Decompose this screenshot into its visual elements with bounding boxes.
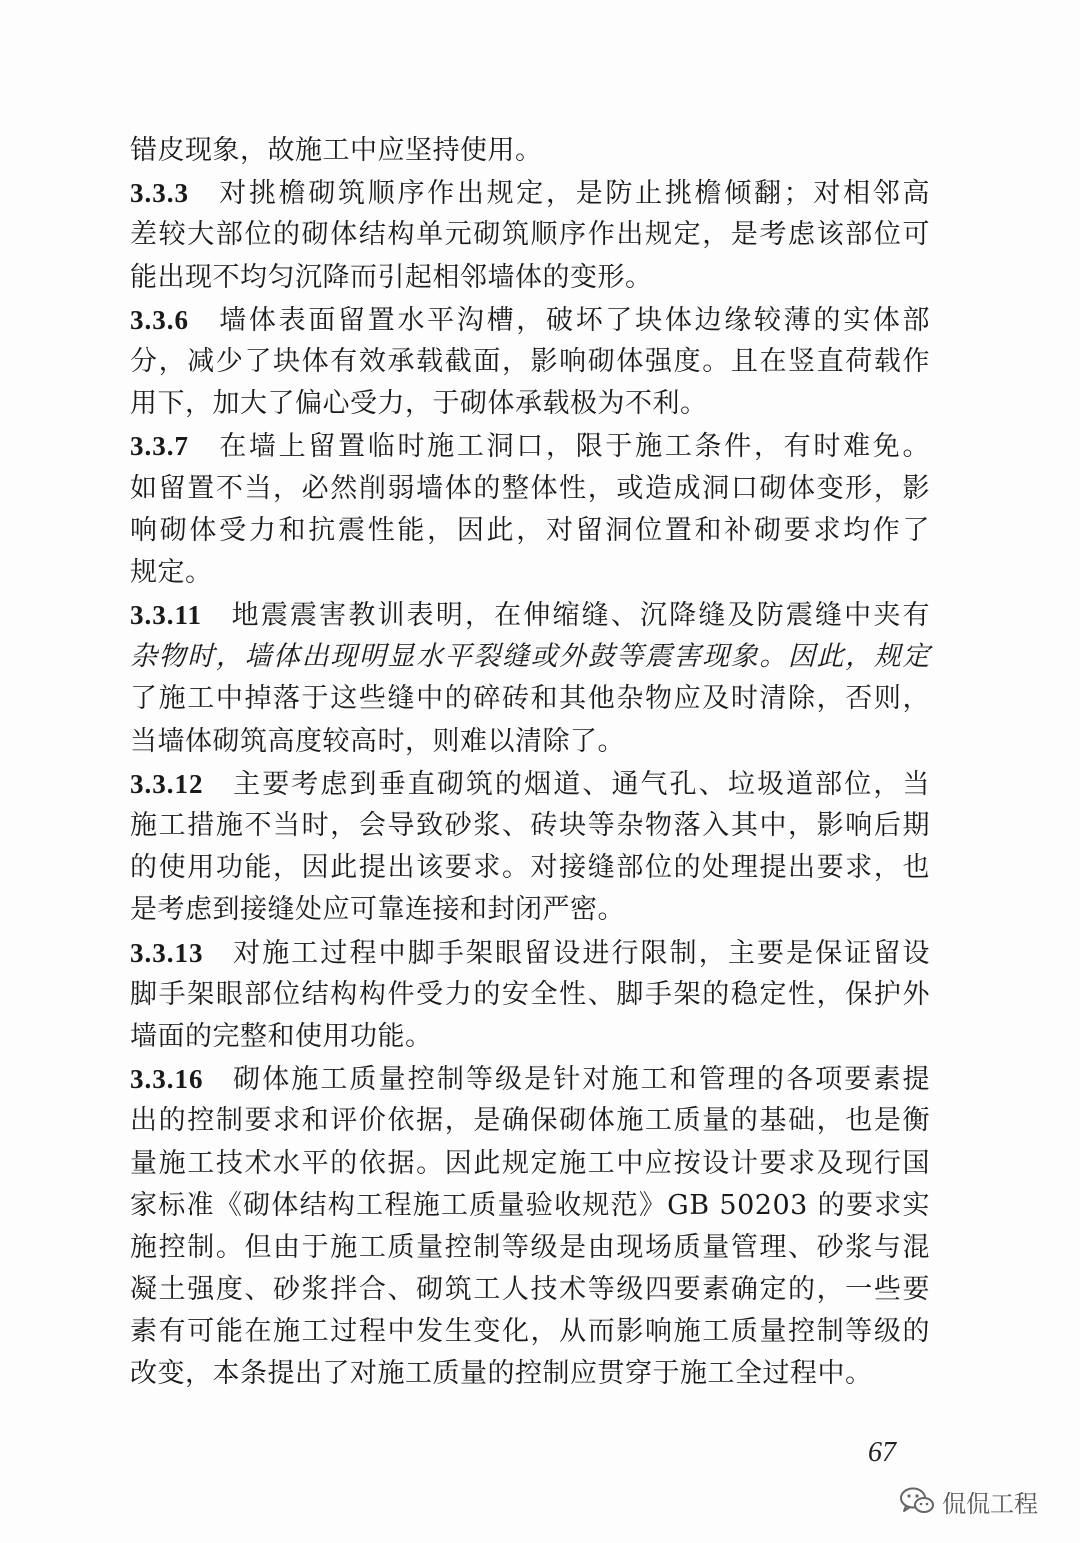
text-line: 杂物时，墙体出现明显水平裂缝或外鼓等震害现象。因此，规定 xyxy=(130,641,930,673)
clause-3-3-11-line-1 xyxy=(130,594,930,636)
clause-3-3-12-line-1 xyxy=(130,763,930,805)
clause-number: 3.3.11 xyxy=(130,600,203,631)
clause-number: 3.3.6 xyxy=(130,304,189,335)
text-line: 出的控制要求和评价依据，是确保砌体施工质量的基础，也是衡 xyxy=(130,1105,930,1137)
clause-number: 3.3.12 xyxy=(130,768,204,799)
page-number: 67 xyxy=(868,1437,896,1468)
watermark xyxy=(900,1481,1038,1521)
text-line: 响砌体受力和抗震性能，因此，对留洞位置和补砌要求均作了 xyxy=(130,514,930,546)
text-line: 差较大部位的砌体结构单元砌筑顺序作出规定，是考虑该部位可 xyxy=(130,219,930,251)
text-line: 了施工中掉落于这些缝中的碎砖和其他杂物应及时清除，否则， xyxy=(130,683,930,715)
text-line: 是考虑到接缝处应可靠连接和封闭严密。 xyxy=(130,894,625,926)
text-line: 砌体施工质量控制等级是针对施工和管理的各项要素提 xyxy=(231,1064,930,1096)
clause-number: 3.3.7 xyxy=(130,431,189,462)
text-line: 地震震害教训表明，在伸缩缝、沉降缝及防震缝中夹有 xyxy=(230,600,930,632)
clause-3-3-3-line-1 xyxy=(130,172,930,214)
clause-3-3-13-line-1 xyxy=(130,932,930,974)
text-line: 如留置不当，必然削弱墙体的整体性，或造成洞口砌体变形，影 xyxy=(130,472,930,504)
text-line: 家标准《砌体结构工程施工质量验收规范》GB 50203 的要求实 xyxy=(130,1189,930,1221)
text-line: 施控制。但由于施工质量控制等级是由现场质量管理、砂浆与混 xyxy=(130,1231,930,1263)
text-line: 对挑檐砌筑顺序作出规定，是防止挑檐倾翻；对相邻高 xyxy=(217,178,930,210)
clause-number: 3.3.3 xyxy=(130,178,189,209)
text-line-italic xyxy=(130,636,930,678)
clause-number: 3.3.13 xyxy=(130,937,204,968)
text-line: 改变，本条提出了对施工质量的控制应贯穿于施工全过程中。 xyxy=(130,1358,873,1390)
text-line: 对施工过程中脚手架眼留设进行限制，主要是保证留设 xyxy=(231,937,930,969)
text-line: 能出现不均匀沉降而引起相邻墙体的变形。 xyxy=(130,261,653,293)
text-line: 分，减少了块体有效承载截面，影响砌体强度。且在竖直荷载作 xyxy=(130,345,930,377)
text-line: 在墙上留置临时施工洞口，限于施工条件，有时难免。 xyxy=(217,431,930,463)
text-line: 规定。 xyxy=(130,556,213,588)
text-line: 用下，加大了偏心受力，于砌体承载极为不利。 xyxy=(130,388,708,420)
text-line: 错皮现象，故施工中应坚持使用。 xyxy=(130,135,543,166)
text-line: 凝土强度、砂浆拌合、砌筑工人技术等级四要素确定的，一些要 xyxy=(130,1274,930,1306)
text-line: 的使用功能，因此提出该要求。对接缝部位的处理提出要求，也 xyxy=(130,852,930,884)
text-line: 素有可能在施工过程中发生变化，从而影响施工质量控制等级的 xyxy=(130,1316,930,1348)
clause-3-3-16-line-1 xyxy=(130,1058,930,1100)
text-line: 脚手架眼部位结构构件受力的安全性、脚手架的稳定性，保护外 xyxy=(130,978,930,1010)
text-line: 施工措施不当时，会导致砂浆、砖块等杂物落入其中，影响后期 xyxy=(130,810,930,841)
text-line: 墙体表面留置水平沟槽，破坏了块体边缘较薄的实体部 xyxy=(217,304,930,336)
text-line: 墙面的完整和使用功能。 xyxy=(130,1020,433,1052)
clause-number: 3.3.16 xyxy=(130,1064,204,1095)
wechat-icon xyxy=(900,1487,934,1515)
body-text xyxy=(130,130,930,1396)
text-line: 当墙体砌筑高度较高时，则难以清除了。 xyxy=(130,725,625,757)
text-line: 量施工技术水平的依据。因此规定施工中应按设计要求及现行国 xyxy=(130,1147,930,1179)
clause-3-3-7-line-1 xyxy=(130,425,930,467)
text-line: 主要考虑到垂直砌筑的烟道、通气孔、垃圾道部位，当 xyxy=(231,768,930,800)
watermark-text: 侃侃工程 xyxy=(942,1489,1038,1518)
clause-3-3-6-line-1 xyxy=(130,299,930,341)
